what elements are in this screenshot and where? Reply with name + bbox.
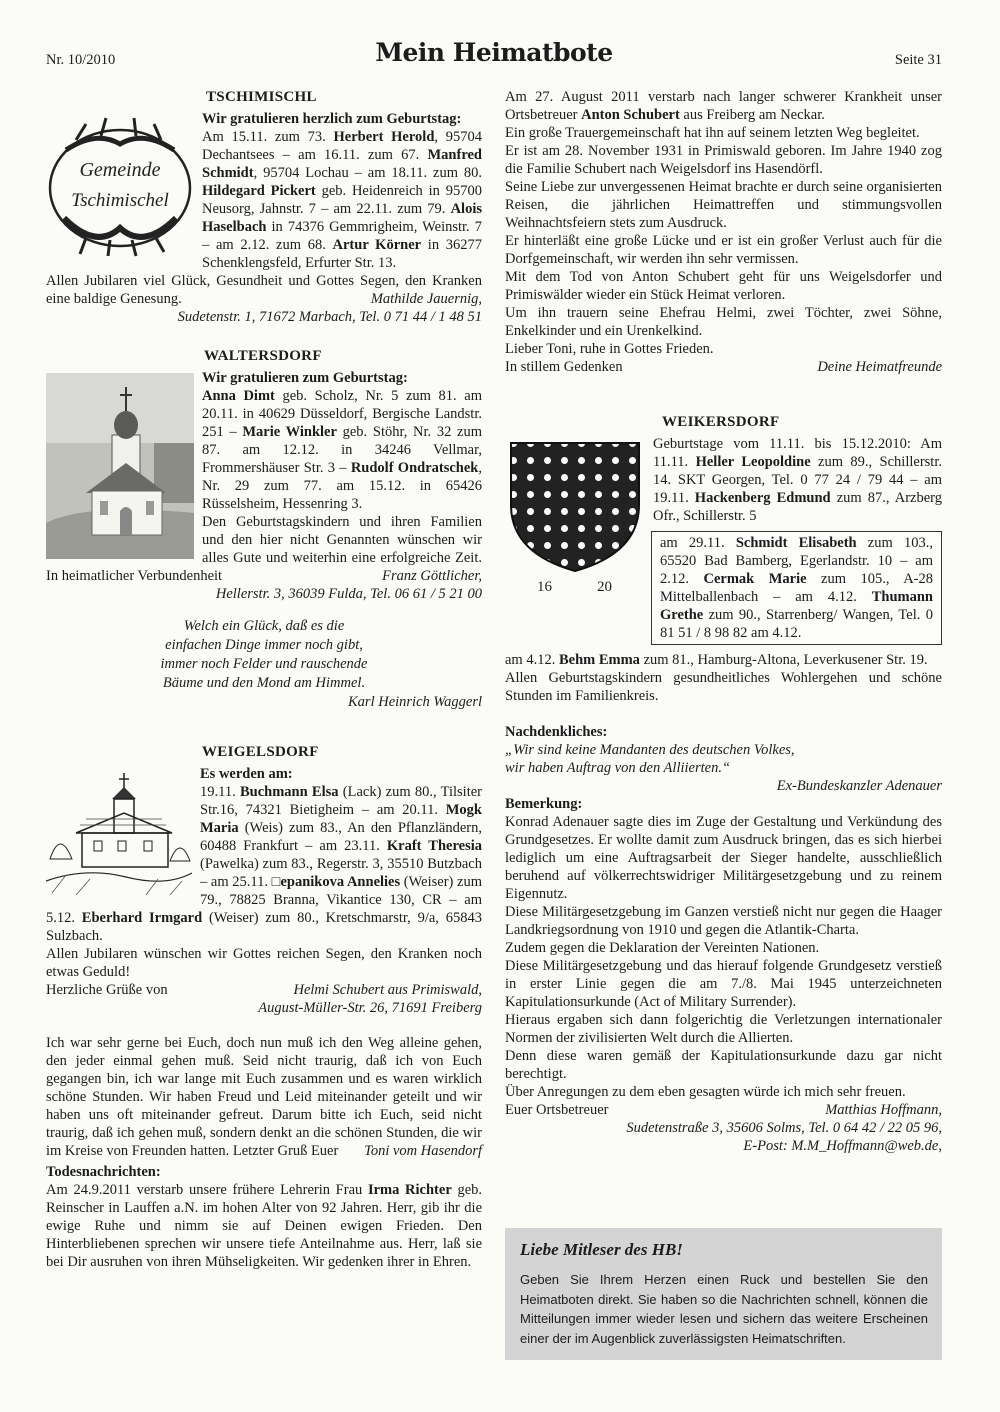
text-run: Ich war sehr gerne bei Euch, doch nun muß ich den Weg alleine gehen, den jeder einmal gehen muß. Seid nicht traurig, daß ich von Euch gegangen bin, ich war lange mit Euch zusammen und es waren wirklich schöne Stunden. Wir haben Freud und Leid miteinander geteilt und wir haben uns oft miteinander gefreut. Darum bitte ich Euch, seid nicht traurig, daß ich gehen muß, sondern denkt an die schönen Stunden, die wir im Kreise von Freunden hatten. Letzter Gruß Euer <box>46 1035 482 1159</box>
address: Sudetenstraße 3, 35606 Solms, Tel. 0 64 42 / 22 05 96, <box>626 1120 942 1136</box>
name: Schmidt Elisabeth <box>735 535 857 551</box>
paragraph: Konrad Adenauer sagte dies im Zuge der Gestaltung und Verkündung des Grundgesetzes. Er wollte damit zum Ausdruck bringen, das es sich hierbei lediglich um eine Auftragsarbeit der Sieger handelte, ausschließlich beruhend auf völkerrechtswidriger Militärgesetzgebung und zu reinem Eigennutz. <box>505 814 942 902</box>
paragraph: Über Anregungen zu dem eben gesagten würde ich mich sehr freuen. <box>505 1084 906 1100</box>
section-title: WEIGELSDORF <box>202 744 319 760</box>
signature-line <box>505 1101 942 1119</box>
text-run: geb. Reinscher in Lauffen a.N. im hohen Alter von 92 Jahren. Herr, gib ihr die ewige Ruhe und nimm sie auf Deinen ewigen Frieden. Den Hinterbliebenen sprechen wir unsere tiefe Anteilnahme aus. Herr, laß sie bei Dir ausruhen von ihren Mühseligkeiten. Wir gedenken ihrer in Ehren. <box>46 1182 483 1270</box>
right-column <box>505 88 942 1155</box>
name: Hildegard Pickert <box>202 183 316 199</box>
greeting-heading: Es werden am: <box>200 766 293 782</box>
name: Marie Winkler <box>242 424 337 440</box>
paragraph: Diese Militärgesetzgebung im Ganzen verstieß nicht nur gegen die Haager Landkriegsordnung von 1910 und gegen die Atlantik-Charta. <box>505 904 942 938</box>
paragraph: Denn diese waren gemäß der Kapitulationsurkunde dazu gar nicht berechtigt. <box>505 1048 942 1082</box>
section-title: WALTERSDORF <box>204 348 322 364</box>
greeting-heading: Wir gratulieren zum Geburtstag: <box>202 370 408 386</box>
paragraph: Diese Militärgesetzgebung und das hierauf folgende Grundgesetz verstieß in erster Linie gegen die am 7./8. Mai 1945 unterzeichneten Kapitulationsurkunde (Act of Military Surrender). <box>505 958 942 1010</box>
left-column <box>46 88 482 1271</box>
name: Anna Dimt <box>202 388 275 404</box>
text-run: Am 15.11. zum 73. <box>202 129 334 145</box>
name: Irma Richter <box>367 1182 452 1198</box>
text-run: (Weis) zum 83., An den Pflanzländern, 60488 Frankfurt – am 23.11. <box>200 820 482 854</box>
poem-line: Welch ein Glück, daß es die <box>183 618 345 634</box>
text-run: , 95704 Dechantsees – am 16.11. zum 67. <box>202 129 482 163</box>
signature: Toni vom Hasendorf <box>364 1143 482 1159</box>
paragraph <box>505 88 942 124</box>
email: E-Post: M.M_Hoffmann@web.de, <box>743 1138 942 1154</box>
name: Eberhard Irmgard <box>81 910 203 926</box>
signature-label: In stillem Gedenken <box>505 359 623 375</box>
text-run: in 74376 Gemmrigheim, Weinstr. 7 – am 2.12. zum 68. <box>202 219 482 253</box>
signature: Franz Göttlicher, <box>382 568 482 584</box>
name: Cermak Marie <box>703 571 807 587</box>
quote-author: Ex-Bundeskanzler Adenauer <box>776 778 942 794</box>
obituary-text <box>46 1181 482 1271</box>
text-run: , Nr. 29 zum 77. am 15.12. in 65426 Rüsselsheim, Hessenring 3. <box>202 460 482 512</box>
section-weikersdorf <box>505 413 942 705</box>
name: Hackenberg Edmund <box>694 490 831 506</box>
remark-heading: Bemerkung: <box>505 796 583 812</box>
poem <box>46 617 482 693</box>
wishes <box>46 272 482 308</box>
name: Herbert Herold <box>333 129 435 145</box>
text-run: Am 27. August 2011 verstarb nach langer schwerer Krankheit unser Ortsbetreuer <box>505 89 942 123</box>
name: Alois Haselbach <box>202 201 482 235</box>
text-run: (Weiser) zum 80., Kretschmarstr, 9/a, 65843 Sulzbach. <box>46 910 482 944</box>
seal-line-2: Tschimischel <box>71 190 169 211</box>
name: Kraft Theresia <box>386 838 482 854</box>
paragraph: Lieber Toni, ruhe in Gottes Frieden. <box>505 341 714 357</box>
paragraph: Um ihn trauern seine Ehefrau Helmi, zwei Töchter, zwei Söhne, Enkelkinder und ein Urenkelkind. <box>505 305 942 339</box>
signature: Mathilde Jauernig, <box>370 291 482 307</box>
page-header <box>46 38 942 78</box>
name: Mogk Maria <box>200 802 482 836</box>
paragraph: Er hinterläßt eine große Lücke und er ist ein großer Verlust auch für die Dorfgemeinschaft, wir werden ihn sehr vermissen. <box>505 233 942 267</box>
greeting-heading: Wir gratulieren herzlich zum Geburtstag: <box>202 111 462 127</box>
name: Artur Körner <box>332 237 422 253</box>
text-run: zum 90., Starrenberg/ Wangen, Tel. 0 81 51 / 8 98 82 am 4.12. <box>660 607 933 641</box>
name: Manfred Schmidt <box>202 147 482 181</box>
text-run: aus Freiberg am Neckar. <box>679 107 825 123</box>
signature: Helmi Schubert aus Primiswald, <box>293 982 482 998</box>
subscription-notice <box>505 1228 942 1360</box>
text-run: 19.11. <box>200 784 240 800</box>
greeting-signature <box>46 981 482 999</box>
notice-body: Geben Sie Ihrem Herzen einen Ruck und bestellen Sie den Heimatboten direkt. Sie haben so die Nachrichten schnell, können die Mitteilungen immer wieder lesen und sichern das weitere Erscheinen einer der im Augenblick zuverlässigsten Heimatschriften. <box>520 1272 928 1346</box>
farewell-letter <box>46 1034 482 1160</box>
section-tschimischl <box>46 88 482 326</box>
paragraph: Seine Liebe zur unvergessenen Heimat brachte er durch seine organisierten Reisen, die jährlichen Heimattreffen und stimmungsvollen Weihnachtsfeiern stets zum Ausdruck. <box>505 179 942 231</box>
text-run: geb. Heidenreich in 95700 Neusorg, Jahnstr. 7 – am 22.11. zum 79. <box>202 183 482 217</box>
text-run: in 36277 Schenklengsfeld, Erfurter Str. 13. <box>202 237 483 271</box>
text-run: (Lack) zum 80., Tilsiter Str.16, 74321 Bietigheim – am 20.11. <box>200 784 482 818</box>
page-number: Seite 31 <box>894 52 942 68</box>
masthead-logo: Mein Heimatbote <box>375 38 613 67</box>
poem-line: einfachen Dinge immer noch gibt, <box>165 637 363 653</box>
chapel-photo <box>46 373 194 559</box>
section-reflection <box>505 723 942 1155</box>
address: Sudetenstr. 1, 71672 Marbach, Tel. 0 71 44 / 1 48 51 <box>177 309 482 325</box>
paragraph: Er ist am 28. November 1931 in Primiswald geboren. Im Jahre 1940 zog die Familie Schubert nach Weigelsdorf ins Hasendörfl. <box>505 143 942 177</box>
text-run: geb. Stöhr, Nr. 32 zum 87. am 12.12. in 34246 Vellmar, Frommershäuser Str. 3 – <box>202 424 482 476</box>
text-run: Geburtstage vom 11.11. bis 15.12.2010: Am 11.11. <box>653 436 942 470</box>
poem-line: Bäume und den Mond am Himmel. <box>162 675 366 691</box>
text-run: zum 81., Hamburg-Altona, Leverkusener Str. 19. <box>639 652 928 668</box>
reflection-heading: Nachdenkliches: <box>505 724 608 740</box>
poem-author: Karl Heinrich Waggerl <box>348 694 482 710</box>
address: August-Müller-Str. 26, 71691 Freiberg <box>258 1000 482 1016</box>
paragraph: Ein große Trauergemeinschaft hat ihn auf seinem letzten Weg begleitet. <box>505 125 920 141</box>
name: Behm Emma <box>558 652 640 668</box>
text-run: (Pawelka) zum 83., Regerstr. 3, 35510 Butzbach – am 25.11. <box>200 856 482 890</box>
text-run: zum 89., Schillerstr. 14. SKT Georgen, Tel. 0 77 24 / 79 44 – am 19.11. <box>653 454 942 506</box>
text-run: zum 87., Arzberg Ofr., Schillerstr. 5 <box>653 490 942 524</box>
paragraph: Zudem gegen die Deklaration der Vereinten Nationen. <box>505 940 820 956</box>
coat-of-arms-icon <box>505 435 645 595</box>
obituary-heading: Todesnachrichten: <box>46 1164 161 1180</box>
name: Anton Schubert <box>581 107 680 123</box>
wishes: Allen Geburtstagskindern gesundheitliches Wohlergehen und schöne Stunden im Familienkreis. <box>505 670 942 704</box>
signature-line <box>505 358 942 376</box>
signature: Matthias Hoffmann, <box>825 1102 942 1118</box>
text-run: , 95704 Lochau – am 18.11. zum 80. <box>253 165 482 181</box>
poem-line: immer noch Felder und rauschende <box>160 656 368 672</box>
signature-label: Herzliche Grüße von <box>46 982 168 998</box>
section-obituary-schubert <box>505 88 942 376</box>
name: □epanikova Annelies <box>271 874 401 890</box>
section-waltersdorf <box>46 347 482 711</box>
signature-label: Euer Ortsbetreuer <box>505 1102 609 1118</box>
quote-line: „Wir sind keine Mandanten des deutschen Volkes, <box>505 742 795 758</box>
notice-title: Liebe Mitleser des HB! <box>520 1240 683 1259</box>
text-run: Den Geburtstagskindern und ihren Familien und den hier nicht Genannten wünschen wir alles Gute und weiterhin eine erfolgreiche Zeit. In heimatlicher Verbundenheit <box>46 514 482 584</box>
shield-year-right: 20 <box>597 579 612 595</box>
text-run: zum 105., A-28 Mittelballenbach – am 4.12. <box>660 571 933 605</box>
text-run: am 29.11. <box>660 535 736 551</box>
seal-line-1: Gemeinde <box>79 159 161 181</box>
text-run: geb. Scholz, Nr. 5 zum 81. am 20.11. in 40629 Düsseldorf, Bergische Landstr. 251 – <box>202 388 482 440</box>
shield-year-left: 16 <box>537 579 552 595</box>
municipal-seal-icon <box>46 110 194 260</box>
section-weigelsdorf <box>46 743 482 1271</box>
address: Hellerstr. 3, 36039 Fulda, Tel. 06 61 / 5 21 00 <box>215 586 482 602</box>
name: Buchmann Elsa <box>239 784 339 800</box>
highlighted-birthdays <box>651 531 942 645</box>
text-run: Allen Jubilaren viel Glück, Gesundheit und Gottes Segen, den Kranken eine baldige Genesung. <box>46 273 482 307</box>
wishes: Allen Jubilaren wünschen wir Gottes reichen Segen, den Kranken noch etwas Geduld! <box>46 946 482 980</box>
text-run: am 4.12. <box>505 652 559 668</box>
issue-number: Nr. 10/2010 <box>46 52 116 68</box>
paragraph: Mit dem Tod von Anton Schubert geht für uns Weigelsdorfer und Primiswälder wieder ein Stück Heimat verloren. <box>505 269 942 303</box>
text-run: zum 103., 65520 Bad Bamberg, Egerlandstr. 10 – am 2.12. <box>660 535 933 587</box>
signature: Deine Heimatfreunde <box>817 359 942 375</box>
village-sketch <box>46 769 192 897</box>
birthday-list-continued <box>505 651 942 669</box>
name: Thumann Grethe <box>660 589 933 623</box>
text-run: Am 24.9.2011 verstarb unsere frühere Lehrerin Frau <box>46 1182 368 1198</box>
section-title: TSCHIMISCHL <box>206 89 317 105</box>
quote-line: wir haben Auftrag von den Alliierten.“ <box>505 760 731 776</box>
name: Rudolf Ondratschek <box>350 460 479 476</box>
paragraph: Hieraus ergaben sich dann folgerichtig die Verletzungen internationaler Normen der zivilisierten Welt durch die Allierten. <box>505 1012 942 1046</box>
section-title: WEIKERSDORF <box>662 414 780 430</box>
name: Heller Leopoldine <box>695 454 811 470</box>
text-run: (Weiser) zum 79., 78825 Branna, Vikantice 130, CR – am 5.12. <box>46 874 482 926</box>
